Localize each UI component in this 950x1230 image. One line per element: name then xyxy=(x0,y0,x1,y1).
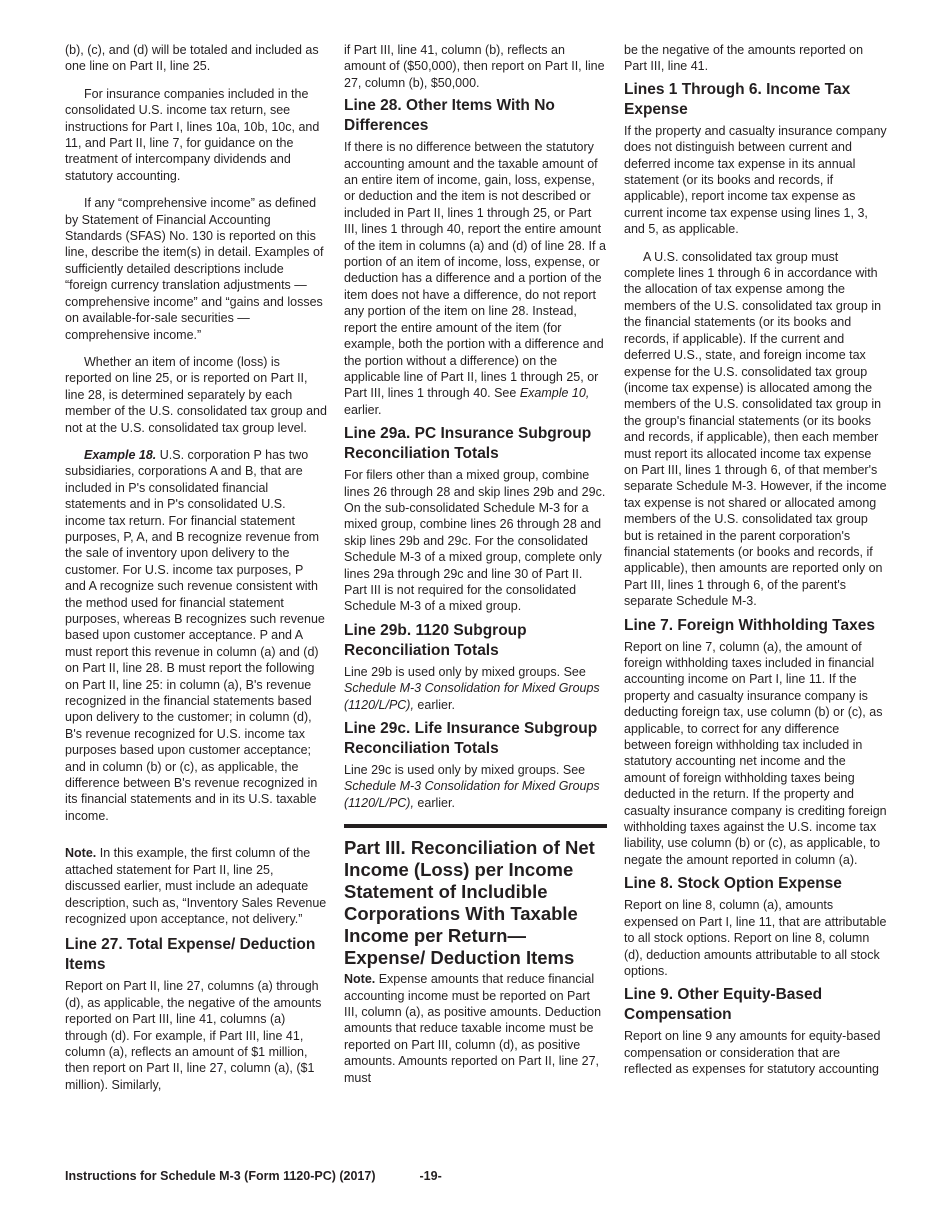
paragraph: For insurance companies included in the consolidated U.S. income tax return, see instructions for Part I, lines 10a, 10b, 10c, and 11, and Part II, line 7, for guidance on the treatment of intercompany dividends and statutory accounting. xyxy=(65,86,320,183)
heading-line-8: Line 8. Stock Option Expense xyxy=(624,875,842,893)
paragraph: be the negative of the amounts reported on Part III, line 41. xyxy=(624,43,864,74)
example-text: U.S. corporation P has two subsidiaries, corporations A and B, that are included in P's consolidated financial statements and in P's consolidated U.S. income tax return. For financial statement purposes, P, A, and B recognize revenue from the sale of inventory upon delivery to the customer. For U.S. income tax purposes, P and A recognize such revenue consistent with the method used for financial statement purposes, whereas B recognizes such revenue based upon customer acceptance. P and A must report this revenue in column (a) and (d) on Part II, line 28. B must report the following on Part II, line 25: in column (a), B's revenue recognized in the financial statements based upon delivery to the customer; in column (d), B's revenue recognized for U.S. income tax purposes based upon customer acceptance; and in column (b) or (c), as applicable, the difference between B's revenue recognized in its financial statements and in its U.S. taxable income. xyxy=(65,447,325,823)
page-number: -19- xyxy=(419,1169,442,1183)
heading-line-7: Line 7. Foreign Withholding Taxes xyxy=(624,616,876,634)
heading-line-9: Line 9. Other Equity-Based Compensation xyxy=(624,986,823,1024)
example-label: Example 18. xyxy=(84,447,157,462)
paragraph-text: If there is no difference between the statutory accounting amount and the taxable amount of an entire item of income, gain, loss, expense, or deduction and the item is not described or included in Part II, lines 1 through 25, or Part III, lines 1 through 40, report the entire amount of the item in columns (a) and (d) of line 28. If a portion of an item of income, loss, expense, or deduction has a difference and a portion of the item does not have a difference, do not report any portion of the item on line 28. Instead, report the entire amount of the item (for example, both the portion with a difference and the portion without a difference) on the applicable line of Part II, lines 1 through 25, or Part III, lines 1 through 40. See xyxy=(344,140,606,401)
paragraph-text: Line 29c is used only by mixed groups. See xyxy=(344,763,586,777)
paragraph: For filers other than a mixed group, combine lines 26 through 28 and skip lines 29b and 29c. On the sub-consolidated Schedule M-3 for a mixed group, combine lines 26 through 28 and skip lines 29b and 29c. For the consolidated Schedule M-3 of a mixed group, complete only lines 29a through 29c and line 30 of Part II. Part III is not required for the consolidated Schedule M-3 of a mixed group. xyxy=(344,468,606,614)
paragraph-line-29c xyxy=(344,762,607,811)
section-divider xyxy=(344,824,607,828)
paragraph: A U.S. consolidated tax group must complete lines 1 through 6 in accordance with the allocation of tax expense among the members of the U.S. consolidated tax group in the financial statements (or its books and records, if applicable). If the current and deferred U.S., state, and foreign income tax expense for the U.S. consolidated tax group (income tax expense) is allocated among the members of the U.S. consolidated tax group in the group's financial statements (or its books and records, if applicable), then each member must report its allocated income tax expense on Part III, lines 1 through 6, of that member's separate Schedule M-3. However, if the income tax expense is not shared or allocated among members of the U.S. consolidated tax group but is retained in the parent corporation's financial statements (or books and records, if applicable), then amounts are reported only on Part III, lines 1 through 6, of the parent's separate Schedule M-3. xyxy=(624,249,887,609)
page-footer xyxy=(65,1169,442,1183)
heading-line-29a: Line 29a. PC Insurance Subgroup Reconciliation Totals xyxy=(344,425,592,463)
paragraph-line-28 xyxy=(344,139,607,418)
heading-part-3: Part III. Reconciliation of Net Income (Loss) per Income Statement of Includible Corporations With Taxable Income per Return—Expense/ Deduction Items xyxy=(344,837,595,969)
footer-title: Instructions for Schedule M-3 (Form 1120-PC) (2017) xyxy=(65,1169,376,1183)
paragraph: Report on line 9 any amounts for equity-based compensation or consideration that are reflected as expenses for statutory accounting xyxy=(624,1029,881,1077)
column-3 xyxy=(624,42,888,1089)
heading-line-29c: Line 29c. Life Insurance Subgroup Reconciliation Totals xyxy=(344,720,598,757)
note-paragraph xyxy=(65,845,327,927)
paragraph: Report on Part II, line 27, columns (a) through (d), as applicable, the negative of the amounts reported on Part III, line 41, columns (a) through (d). For example, if Part III, line 41, column (a), reflects an amount of $1 million, then report on Part II, line 27, column (a), ($1 million). Similarly, xyxy=(65,979,322,1092)
column-2 xyxy=(344,42,607,1097)
section-reference: Schedule M-3 Consolidation for Mixed Groups (1120/L/PC), xyxy=(344,779,600,810)
paragraph-text: earlier. xyxy=(413,697,455,712)
paragraph: Whether an item of income (loss) is reported on line 25, or is reported on Part II, line 28, is determined separately by each member of the U.S. consolidated tax group and not at the U.S. consolidated tax group level. xyxy=(65,354,327,435)
paragraph-text: earlier. xyxy=(413,795,455,810)
paragraph: Report on line 8, column (a), amounts expensed on Part I, line 11, that are attributable to all stock options. Report on line 8, column (d), deduction amounts attributable to all stock options. xyxy=(624,898,887,978)
example-18-paragraph xyxy=(65,447,327,824)
heading-line-27: Line 27. Total Expense/ Deduction Items xyxy=(65,936,316,974)
note-text: Expense amounts that reduce financial accounting income must be reported on Part III, column (a), as positive amounts. Deduction amounts that reduce taxable income must be reported on Part III, column (d), as positive amounts. Amounts reported on Part II, line 27, must xyxy=(344,972,602,1085)
note-paragraph xyxy=(344,971,607,1086)
paragraph: If any “comprehensive income” as defined by Statement of Financial Accounting Standards (SFAS) No. 130 is reported on this line, describe the item(s) in detail. Examples of sufficiently detailed descriptions include “foreign currency translation adjustments — comprehensive income” and “gains and losses on available-for-sale securities — comprehensive income.” xyxy=(65,196,324,342)
paragraph-text: earlier. xyxy=(344,402,382,417)
heading-line-29b: Line 29b. 1120 Subgroup Reconciliation Totals xyxy=(344,621,527,659)
example-reference: Example 10, xyxy=(519,386,590,401)
paragraph: If the property and casualty insurance company does not distinguish between current and deferred income tax expense in its annual statement (or its books and records, if applicable), report income tax expense as current income tax expense using lines 1, 3, and 5, as applicable. xyxy=(624,123,887,237)
heading-lines-1-6: Lines 1 Through 6. Income Tax Expense xyxy=(624,80,851,118)
note-label: Note. xyxy=(65,846,97,861)
paragraph: if Part III, line 41, column (b), reflects an amount of ($50,000), then report on Part II, line 27, column (b), $50,000. xyxy=(344,43,605,90)
section-reference: Schedule M-3 Consolidation for Mixed Groups (1120/L/PC), xyxy=(344,681,600,712)
note-label: Note. xyxy=(344,972,376,987)
paragraph: (b), (c), and (d) will be totaled and included as one line on Part II, line 25. xyxy=(65,43,319,74)
column-1 xyxy=(65,42,327,1104)
paragraph: Report on line 7, column (a), the amount of foreign withholding taxes included in financial accounting income on Part I, line 11. If the property and casualty insurance company is deducting foreign tax, use column (b) or (c), as applicable, to correct for any difference between foreign withholding tax included in statutory accounting net income and the amount of foreign withholding taxes being deducted in the return. If the property and casualty insurance company is crediting foreign withholding taxes against the U.S. income tax liability, use column (b) or (c), as applicable, to negate the amount reported in column (a). xyxy=(624,639,887,867)
paragraph-line-29b xyxy=(344,664,607,713)
paragraph-text: Line 29b is used only by mixed groups. See xyxy=(344,664,586,679)
note-text: In this example, the first column of the attached statement for Part II, line 25, discussed earlier, must include an adequate description, such as, “Inventory Sales Revenue recognized upon acceptance, not delivery.” xyxy=(65,846,327,926)
heading-line-28: Line 28. Other Items With No Differences xyxy=(344,97,555,135)
